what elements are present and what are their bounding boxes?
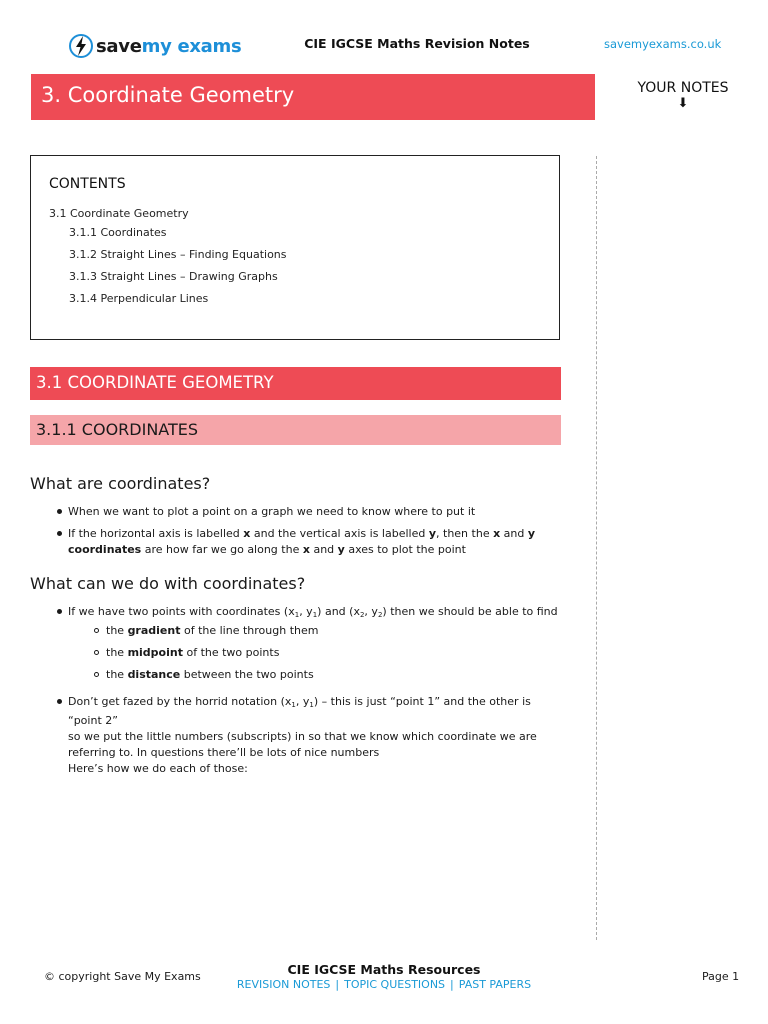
section-title: 3.1 COORDINATE GEOMETRY [36, 373, 274, 392]
bullet-icon [57, 509, 62, 514]
chapter-banner [31, 74, 595, 120]
circle-bullet-icon [94, 672, 99, 677]
footer-links: REVISION NOTES | TOPIC QUESTIONS | PAST PAPERS [236, 978, 532, 991]
list-item: If the horizontal axis is labelled x and the vertical axis is labelled y, then the x and y coordinates are how far we go along the x and y axes to plot the point [68, 527, 536, 556]
circle-bullet-icon [94, 650, 99, 655]
toc-item[interactable]: 3.1.3 Straight Lines – Drawing Graphs [69, 270, 278, 283]
bullet-icon [57, 531, 62, 536]
sub-list-item: the gradient of the line through them [106, 624, 319, 637]
logo-text: savemy exams [96, 35, 242, 57]
toc-item[interactable]: 3.1.4 Perpendicular Lines [69, 292, 209, 305]
list-item: When we want to plot a point on a graph we need to know where to put it [68, 505, 476, 518]
footer-link-past-papers[interactable]: PAST PAPERS [458, 978, 532, 991]
subsection-title: 3.1.1 COORDINATES [36, 420, 199, 439]
heading-what-are-coordinates: What are coordinates? [30, 474, 211, 493]
footer-title: CIE IGCSE Maths Resources [287, 962, 481, 977]
section-banner [30, 367, 561, 400]
sub-list-item: the midpoint of the two points [106, 646, 280, 659]
bullet-icon [57, 699, 62, 704]
bullet-icon [57, 609, 62, 614]
subsection-banner [30, 415, 561, 445]
chapter-title: 3. Coordinate Geometry [41, 83, 295, 107]
site-link[interactable]: savemyexams.co.uk [604, 37, 722, 51]
toc-item[interactable]: 3.1.2 Straight Lines – Finding Equations [69, 248, 287, 261]
footer-link-topic-questions[interactable]: TOPIC QUESTIONS [344, 978, 446, 991]
heading-what-can-we-do: What can we do with coordinates? [30, 574, 306, 593]
list-item: Don’t get fazed by the horrid notation ($x_1$, $y_1$) – this is just “point 1” and the other is “point 2” so we put the little numbers (subscripts) in so that we know which coordinate we are referring to. In questions there’ll be lots of nice numbers Here’s how we do each of those: [68, 695, 537, 775]
circle-bullet-icon [94, 628, 99, 633]
contents-box [30, 155, 560, 340]
list-item: If we have two points with coordinates ($x_1$, $y_1$) and ($x_2$, $y_2$) then we should be able to find [68, 605, 558, 619]
footer-link-revision-notes[interactable]: REVISION NOTES [236, 978, 331, 991]
arrow-down-icon: ⬇ [677, 96, 689, 111]
toc-item[interactable]: 3.1.1 Coordinates [69, 226, 167, 239]
your-notes-label: YOUR NOTES [637, 80, 729, 96]
page-number: Page 1 [702, 970, 740, 983]
toc-item[interactable]: 3.1 Coordinate Geometry [49, 207, 189, 220]
notes-divider [596, 156, 597, 940]
contents-title: CONTENTS [49, 176, 126, 192]
copyright-text: © copyright Save My Exams [44, 970, 201, 983]
header-title: CIE IGCSE Maths Revision Notes [304, 36, 530, 51]
sub-list-item: the distance between the two points [106, 668, 314, 681]
